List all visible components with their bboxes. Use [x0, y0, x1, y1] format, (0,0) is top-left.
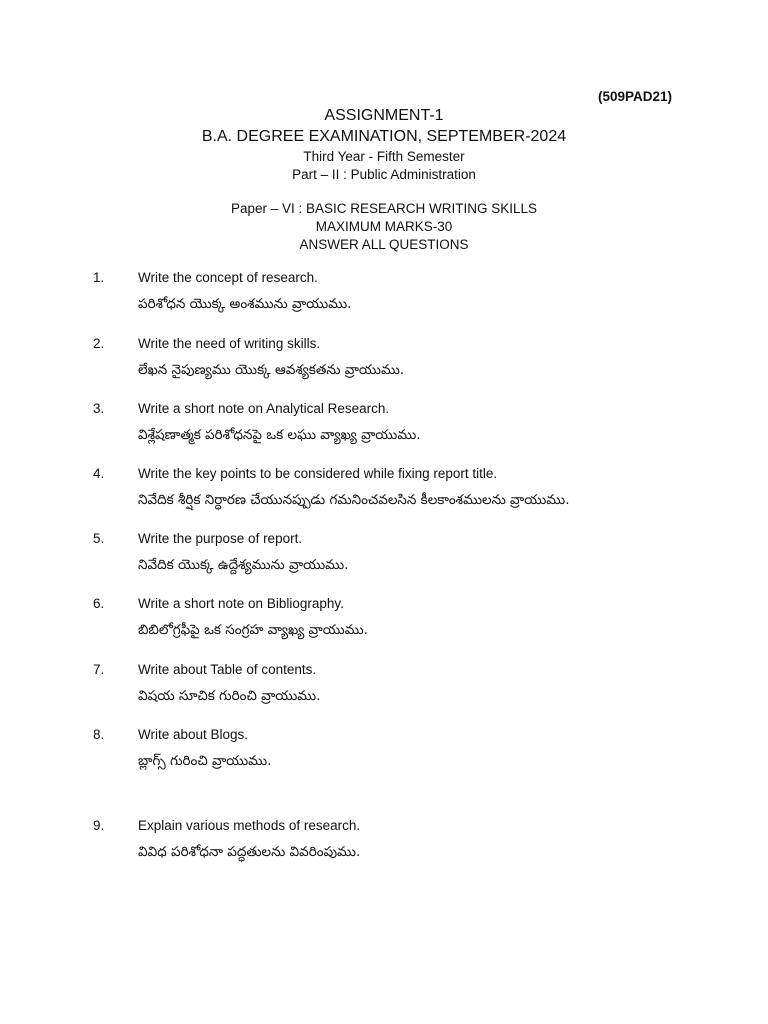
question-number: 8. — [93, 727, 105, 742]
question-english: Write the purpose of report. — [138, 531, 303, 546]
question-number: 1. — [93, 270, 105, 285]
question-number: 5. — [93, 531, 105, 546]
question-telugu: నివేదిక శీర్షిక నిర్ధారణ చేయునప్పుడు గమనించవలసిన కీలకాంశములను వ్రాయుము. — [138, 492, 570, 508]
paper-title: Paper – VI : BASIC RESEARCH WRITING SKILLS — [230, 201, 538, 216]
question-telugu: వివిధ పరిశోధనా పద్ధతులను వివరింపుము. — [138, 844, 361, 860]
question-telugu: పరిశోధన యొక్క అంశమును వ్రాయుము. — [138, 296, 352, 312]
instruction: ANSWER ALL QUESTIONS — [299, 237, 469, 252]
question-number: 3. — [93, 401, 105, 416]
question-english: Explain various methods of research. — [138, 818, 361, 833]
question-telugu: నివేదిక యొక్క ఉద్దేశ్యమును వ్రాయుము. — [138, 557, 349, 573]
question-number: 7. — [93, 662, 105, 677]
question-number: 2. — [93, 336, 105, 351]
question-telugu: లేఖన నైపుణ్యము యొక్క ఆవశ్యకతను వ్రాయుము. — [138, 362, 405, 378]
assignment-title: ASSIGNMENT-1 — [324, 107, 444, 124]
question-number: 9. — [93, 818, 105, 833]
question-english: Write about Blogs. — [138, 727, 249, 742]
year-semester: Third Year - Fifth Semester — [303, 149, 465, 164]
part-subject: Part – II : Public Administration — [292, 167, 476, 182]
paper-code: (509PAD21) — [598, 89, 673, 104]
question-telugu: విశ్లేషణాత్మక పరిశోధనపై ఒక లఘు వ్యాఖ్య వ్రాయుము. — [138, 427, 421, 443]
question-telugu: బ్లాగ్స్ గురించి వ్రాయుము. — [138, 753, 272, 769]
question-english: Write the need of writing skills. — [138, 336, 321, 351]
question-number: 4. — [93, 466, 105, 481]
question-telugu: బిబిలోగ్రఫీపై ఒక సంగ్రహ వ్యాఖ్య వ్రాయుము. — [138, 622, 368, 638]
question-english: Write a short note on Analytical Research. — [138, 401, 390, 416]
document-header — [0, 106, 768, 254]
max-marks: MAXIMUM MARKS-30 — [315, 219, 453, 234]
question-telugu: విషయ సూచిక గురించి వ్రాయుము. — [138, 688, 321, 704]
question-english: Write about Table of contents. — [138, 662, 317, 677]
question-english: Write the key points to be considered while fixing report title. — [138, 466, 498, 481]
question-english: Write the concept of research. — [138, 270, 318, 285]
question-number: 6. — [93, 596, 105, 611]
exam-title: B.A. DEGREE EXAMINATION, SEPTEMBER-2024 — [201, 128, 567, 145]
question-english: Write a short note on Bibliography. — [138, 596, 344, 611]
